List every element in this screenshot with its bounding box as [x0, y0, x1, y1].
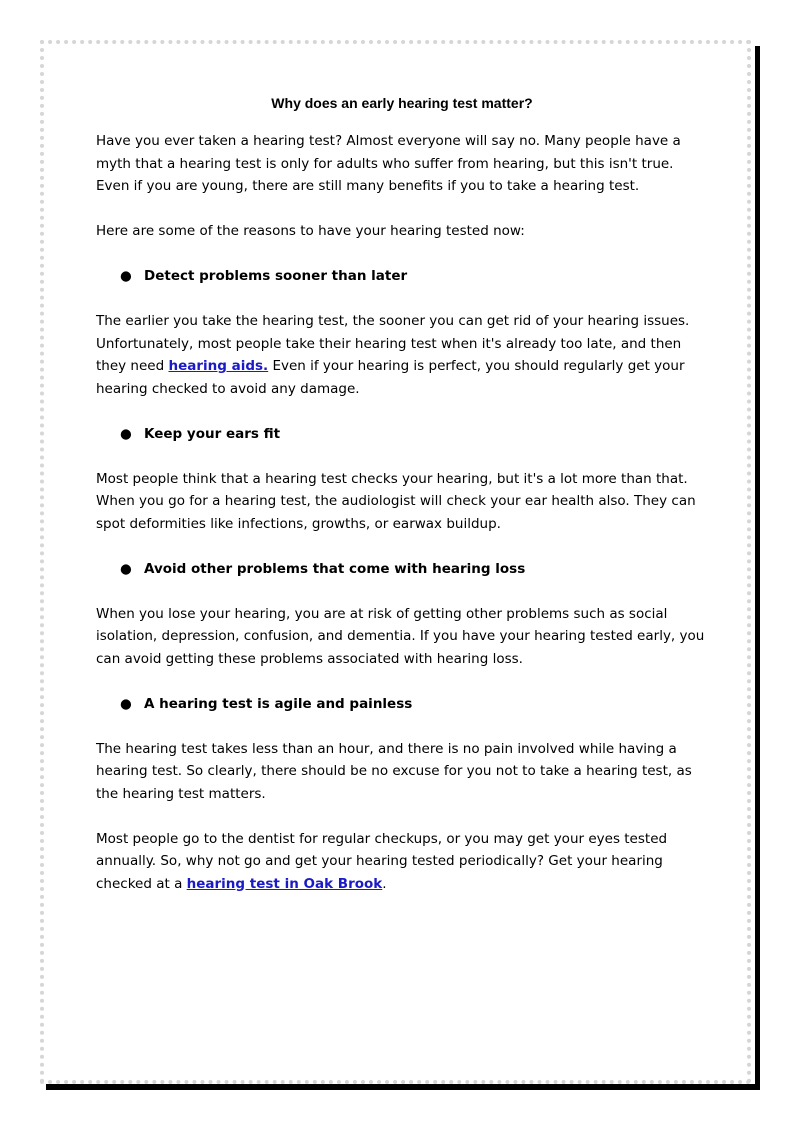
hearing-aids-link[interactable]: hearing aids. — [168, 358, 269, 374]
section-heading-text: Keep your ears fit — [144, 425, 281, 442]
section-heading-detect-problems — [96, 265, 708, 288]
section-body-keep-ears-fit: Most people think that a hearing test checks your hearing, but it's a lot more than that. When you go for a hearing test, the audiologist will check your ear health also. They can spot deformities like infections, growths, or earwax buildup. — [96, 470, 696, 532]
document-content — [96, 90, 708, 918]
bullet-icon: ● — [120, 560, 132, 577]
section-body-agile-painless: The hearing test takes less than an hour, and there is no pain involved while having a hearing test. So clearly, there should be no excuse for you not to take a hearing test, as the hearing test matters. — [96, 740, 692, 802]
page-title: Why does an early hearing test matter? — [271, 95, 533, 111]
section-heading-text: Detect problems sooner than later — [144, 268, 408, 284]
page-shadow-right — [755, 46, 760, 1090]
page-shadow-bottom — [46, 1084, 760, 1090]
reasons-intro-paragraph: Here are some of the reasons to have your hearing tested now: — [96, 223, 525, 239]
section-body-avoid-problems: When you lose your hearing, you are at risk of getting other problems such as social isolation, depression, confusion, and dementia. If you have your hearing tested early, you can avoid getting these problems associated with hearing loss. — [96, 605, 705, 667]
closing-punctuation: . — [382, 875, 387, 892]
section-heading-text: Avoid other problems that come with hearing loss — [144, 560, 526, 577]
hearing-test-oak-brook-link[interactable]: hearing test in Oak Brook — [186, 875, 383, 892]
section-body-text: The earlier you take the hearing test, the sooner you can get rid of your hearing issues. Unfortunately, most people take their hearing test when it's already too late, and then they need — [96, 313, 690, 374]
section-heading-keep-ears-fit — [96, 423, 708, 446]
bullet-icon: ● — [120, 425, 132, 442]
closing-paragraph — [96, 828, 708, 896]
section-body-text: Even if your hearing is perfect, you should regularly get your hearing checked to avoid any damage. — [96, 358, 685, 397]
bullet-icon: ● — [120, 695, 132, 712]
section-heading-avoid-problems — [96, 558, 708, 581]
section-heading-text: A hearing test is agile and painless — [144, 695, 413, 712]
bullet-icon: ● — [120, 268, 132, 284]
intro-paragraph: Have you ever taken a hearing test? Almost everyone will say no. Many people have a myth that a hearing test is only for adults who suffer from hearing, but this isn't true. Even if you are young, there are still many benefits if you to take a hearing test. — [96, 133, 681, 194]
section-body-detect-problems — [96, 310, 708, 400]
section-heading-agile-painless — [96, 693, 708, 716]
closing-text: Most people go to the dentist for regular checkups, or you may get your eyes tested annually. So, why not go and get your hearing tested periodically? Get your hearing checked at a — [96, 830, 668, 892]
